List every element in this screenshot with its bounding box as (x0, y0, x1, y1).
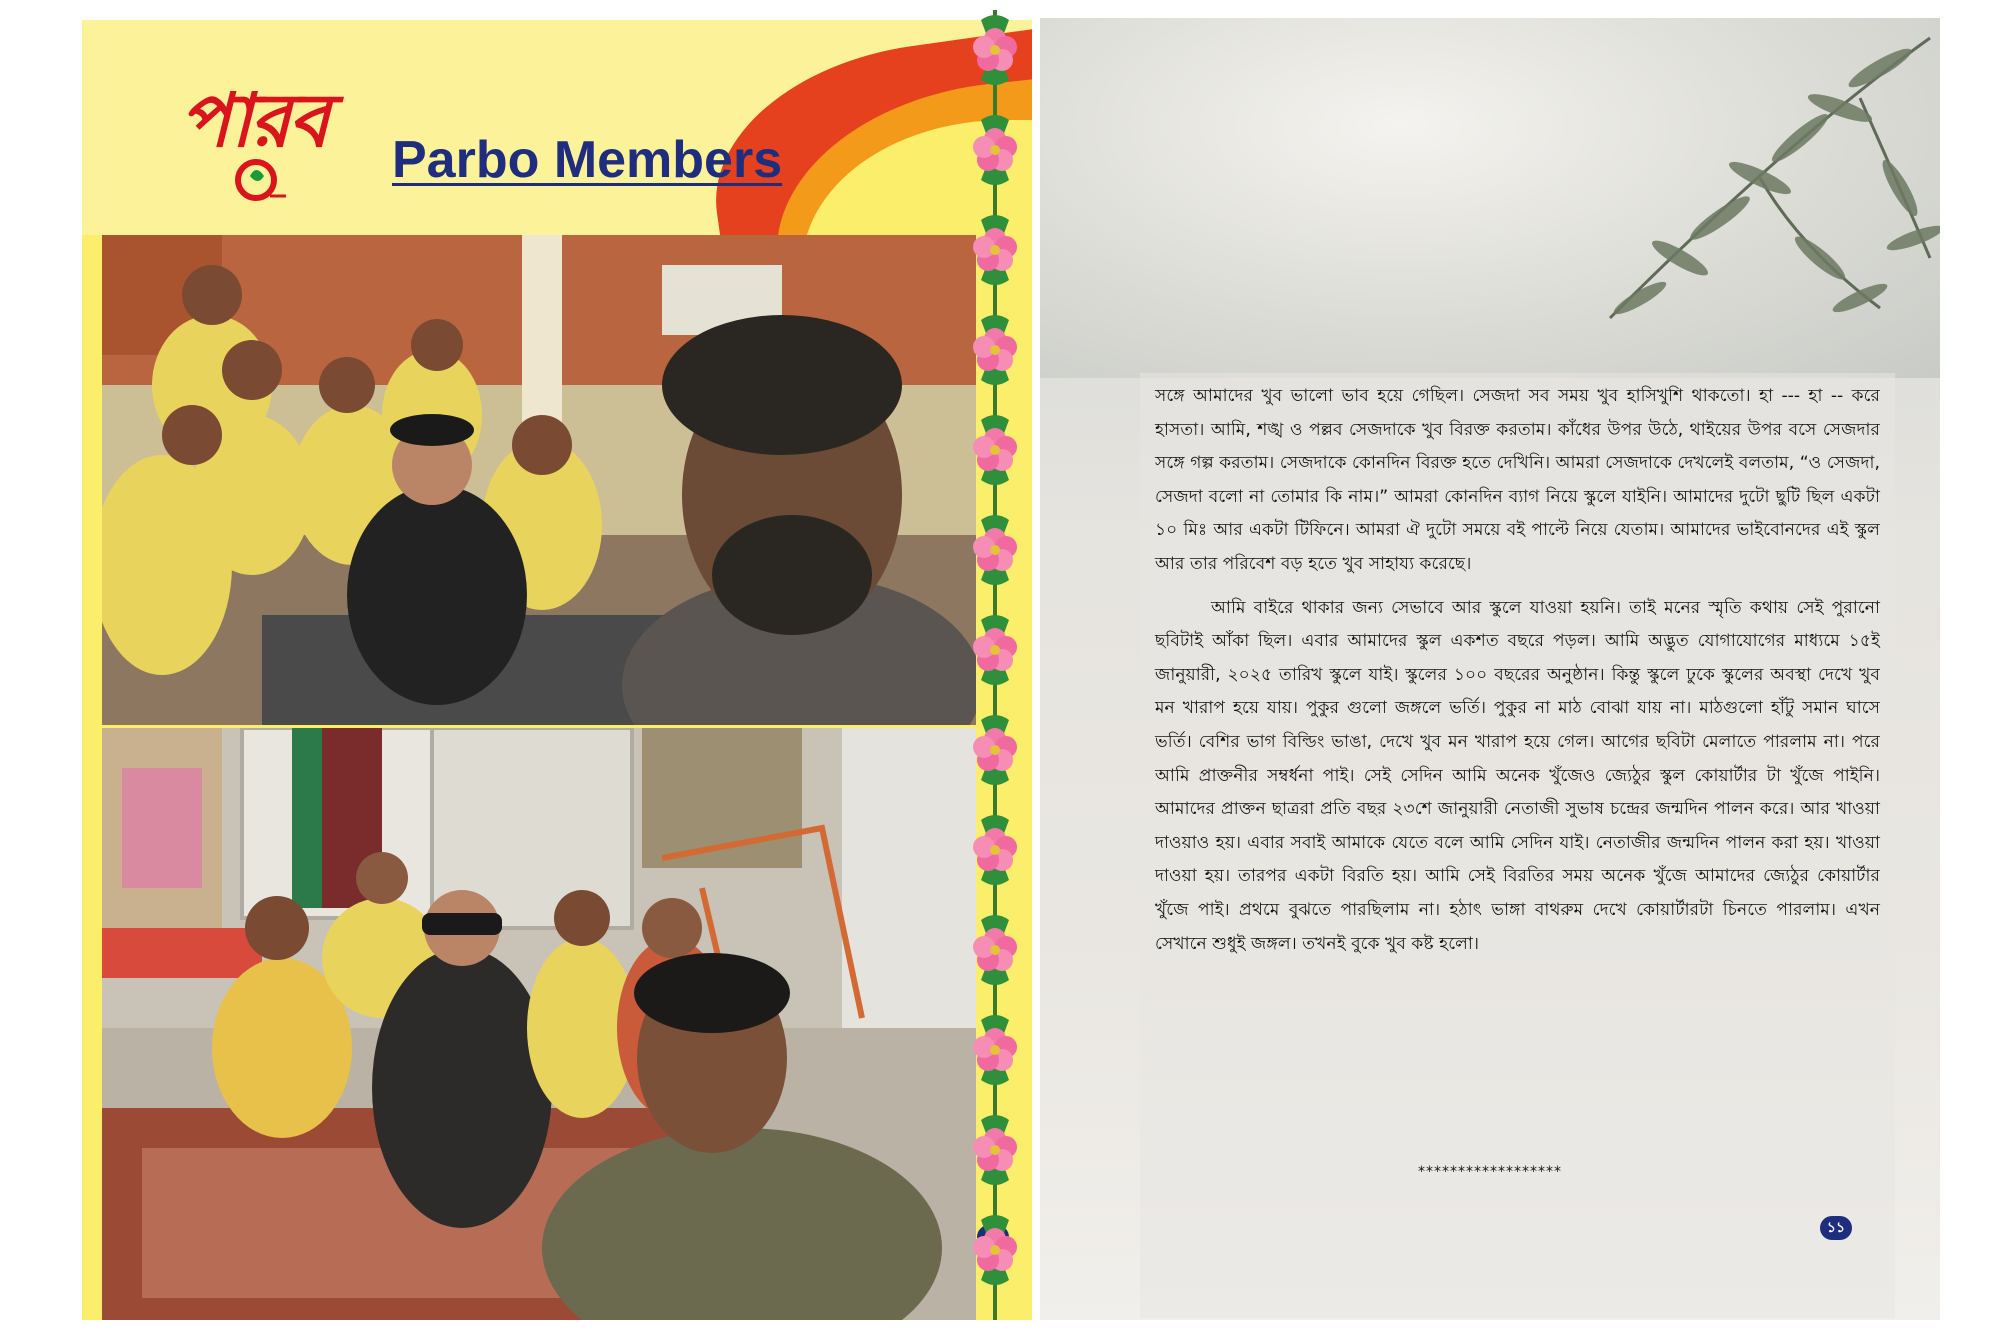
article-body (1155, 380, 1880, 961)
separator-stars: ****************** (1418, 1164, 1562, 1180)
logo-mark-icon (234, 156, 288, 204)
group-photo-top (102, 235, 976, 725)
page-number-right: ১১ (1820, 1216, 1852, 1240)
left-page (82, 20, 1032, 1320)
logo-text: পারব (180, 78, 328, 164)
group-photo-top-image (102, 235, 976, 725)
page-title: Parbo Members (392, 131, 783, 189)
flower-garland-border (960, 10, 1030, 1320)
right-page (1040, 18, 1940, 1320)
paragraph-1: সঙ্গে আমাদের খুব ভালো ভাব হয়ে গেছিল। সেজদা সব সময় খুব হাসিখুশি থাকতো। হা --- হা -- করে হাসতা। আমি, শঙ্খ ও পল্লব সেজদাকে খুব বিরক্ত করতাম। কাঁধের উপর উঠে, থাইয়ের উপর বসে সেজদার সঙ্গে গল্প করতাম। সেজদাকে কোনদিন বিরক্ত হতে দেখিনি। আমরা সেজদাকে দেখলেই বলতাম, “ও সেজদা, সেজদা বলো না তোমার কি নাম।” আমরা কোনদিন ব্যাগ নিয়ে স্কুলে যাইনি। আমাদের দুটো ছুটি ছিল একটা ১০ মিঃ আর একটা টিফিনে। আমরা ঐ দুটো সময়ে বই পাল্টে নিয়ে যেতাম। আমাদের ভাইবোনদের এই স্কুল আর তার পরিবেশ বড় হতে খুব সাহায্য করেছে। (1155, 386, 1880, 574)
paragraph-2: আমি বাইরে থাকার জন্য সেভাবে আর স্কুলে যাওয়া হয়নি। তাই মনের স্মৃতি কথায় সেই পুরানো ছবিটাই আঁকা ছিল। এবার আমাদের স্কুল একশত বছরে পড়ল। আমি অদ্ভুত যোগাযোগের মাধ্যমে ১৫ই জানুয়ারী, ২০২৫ তারিখ স্কুলে যাই। স্কুলের ১০০ বছরের অনুষ্ঠান। কিন্তু স্কুলে ঢুকে স্কুলের অবস্থা দেখে খুব মন খারাপ হয়ে যায়। পুকুর গুলো জঙ্গলে ভর্তি। পুকুর না মাঠ বোঝা যায় না। মাঠগুলো হাঁটু সমান ঘাসে ভর্তি। বেশির ভাগ বিল্ডিং ভাঙা, দেখে খুব মন খারাপ হয়ে গেল। আগের ছবিটা মেলাতে পারলাম না। পরে আমি প্রাক্তনীর সম্বর্ধনা পাই। সেই সেদিন আমি অনেক খুঁজেও জ্যেঠুর স্কুল কোয়ার্টার টা খুঁজে পাইনি। আমাদের প্রাক্তন ছাত্ররা প্রতি বছর ২৩শে জানুয়ারী নেতাজী সুভাষ চন্দ্রের জন্মদিন পালন করে। আর খাওয়া দাওয়াও হয়। এবার সবাই আমাকে যেতে বলে আমি সেদিন যাই। নেতাজীর জন্মদিন পালন করা হয়। খাওয়া দাওয়া হয়। তারপর একটা বিরতি হয়। আমি সেই বিরতির সময় অনেক খুঁজে আমাদের জ্যেঠুর কোয়ার্টার খুঁজে পাই। প্রথমে বুঝতে পারছিলাম না। হঠাৎ ভাঙ্গা বাথরুম দেখে কোয়ার্টারটা চিনতে পারলাম। এখন সেখানে শুধুই জঙ্গল। তখনই বুকে খুব কষ্ট হলো। (1155, 597, 1880, 954)
parbo-logo (180, 78, 380, 214)
group-photo-bottom (102, 728, 976, 1320)
group-photo-bottom-image (102, 728, 976, 1320)
olive-branch-decoration (1460, 18, 1940, 378)
